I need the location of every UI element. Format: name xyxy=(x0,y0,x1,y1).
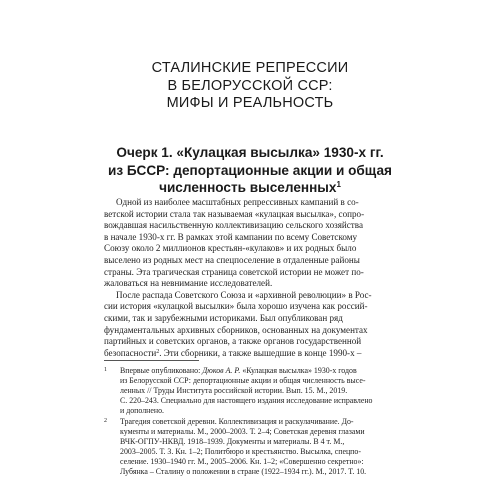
paragraph-line: После распада Советского Союза и «архивной революции» в Рос- xyxy=(116,289,372,300)
body-text xyxy=(104,197,392,359)
footnote-line: Лубянка – Сталину о положении в стране (1922–1934 гг.). М., 2017. Т. 10. xyxy=(120,466,367,476)
footnotes xyxy=(104,366,392,479)
paragraph-line: скими, так и зарубежными историками. Был опубликован ряд xyxy=(104,312,343,323)
footnote-line: из Белорусской ССР: депортационные акции и общая численность высе- xyxy=(120,375,366,385)
footnote-text: «Кулацкая высылка» 1930-х годов xyxy=(240,366,357,375)
paragraph-line: страны. Эта трагическая страница советской истории не может по- xyxy=(104,266,364,277)
paragraph-line: Одной из наиболее масштабных репрессивных кампаний в со- xyxy=(116,197,359,207)
paragraph-line: Союзу около 2 миллионов крестьян-«кулаков» и их родных было xyxy=(104,243,357,254)
paragraph-line: в начале 1930-х гг. В рамках этой кампании по всему Советскому xyxy=(104,231,358,242)
paragraph-line xyxy=(104,348,392,360)
paragraph-text: . Эти сборники, а также вышедшие в конце 1990-х – xyxy=(159,347,362,358)
footnote-line: и дополнено. xyxy=(120,405,165,415)
footnote-divider xyxy=(104,360,199,361)
essay-title-line: из БССР: депортационные акции и общая xyxy=(108,162,392,178)
paragraph-line: фундаментальных архивных сборников, основанных на документах xyxy=(104,324,368,335)
footnote-2 xyxy=(104,417,392,476)
footnote-line: кументы и материалы. М., 2000–2003. Т. 2–4; Советская деревня глазами xyxy=(120,427,365,437)
footnote-line: 2003–2005. Т. 3. Кн. 1–2; Политбюро и крестьянство. Высылка, спецпо- xyxy=(120,447,361,457)
essay-title-line: Очерк 1. «Кулацкая высылка» 1930-х гг. xyxy=(116,145,384,160)
footnote-author: Дюков А. Р. xyxy=(202,366,241,375)
paragraph-line: жаловаться на невнимание исследователей. xyxy=(104,278,273,289)
footnote-line: ВЧК-ОГПУ-НКВД. 1918–1939. Документы и материалы. В 4 т. М., xyxy=(120,437,345,447)
paragraph-line: вождавшая насильственную коллективизацию сельского хозяйства xyxy=(104,220,363,231)
essay-title-line xyxy=(0,179,500,197)
footnote-ref-2: 2 xyxy=(156,348,160,355)
footnote-line: селение. 1930–1940 гг. М., 2005–2006. Кн. 1–2; «Совершенно секретно»: xyxy=(120,457,364,467)
footnote-number: 2 xyxy=(104,418,107,425)
part-title-line: МИФЫ И РЕАЛЬНОСТЬ xyxy=(166,95,334,111)
footnote-line: С. 220–243. Специально для настоящего издания исследование исправлено xyxy=(120,395,373,405)
part-title xyxy=(0,60,500,113)
footnote-text: Впервые опубликовано: xyxy=(120,366,203,375)
footnote-1 xyxy=(104,366,392,415)
part-title-line: СТАЛИНСКИЕ РЕПРЕССИИ xyxy=(151,60,349,76)
paragraph-text: безопасности xyxy=(104,347,157,358)
paragraph-line: сии история «кулацкой высылки» была хорошо изучена как россий- xyxy=(104,301,368,312)
paragraph-line: партийных и советских органов, а также органов государственной xyxy=(104,336,362,347)
footnote-line xyxy=(120,366,392,376)
essay-title xyxy=(0,144,500,197)
paragraph-line: ветской истории стала так называемая «кулацкая высылка», сопро- xyxy=(104,208,365,219)
essay-title-text: численность выселенных xyxy=(159,180,337,195)
footnote-ref-1: 1 xyxy=(336,180,341,189)
footnote-line: Трагедия советской деревни. Коллективизация и раскулачивание. До- xyxy=(120,417,354,427)
footnote-number: 1 xyxy=(104,367,107,373)
paragraph-line: выселено из родных мест на спецпоселение в отдаленные районы xyxy=(104,254,360,265)
footnote-line: ленных // Труды Института российской истории. Вып. 15. М., 2019. xyxy=(120,385,348,395)
part-title-line: В БЕЛОРУССКОЙ ССР: xyxy=(167,77,333,94)
